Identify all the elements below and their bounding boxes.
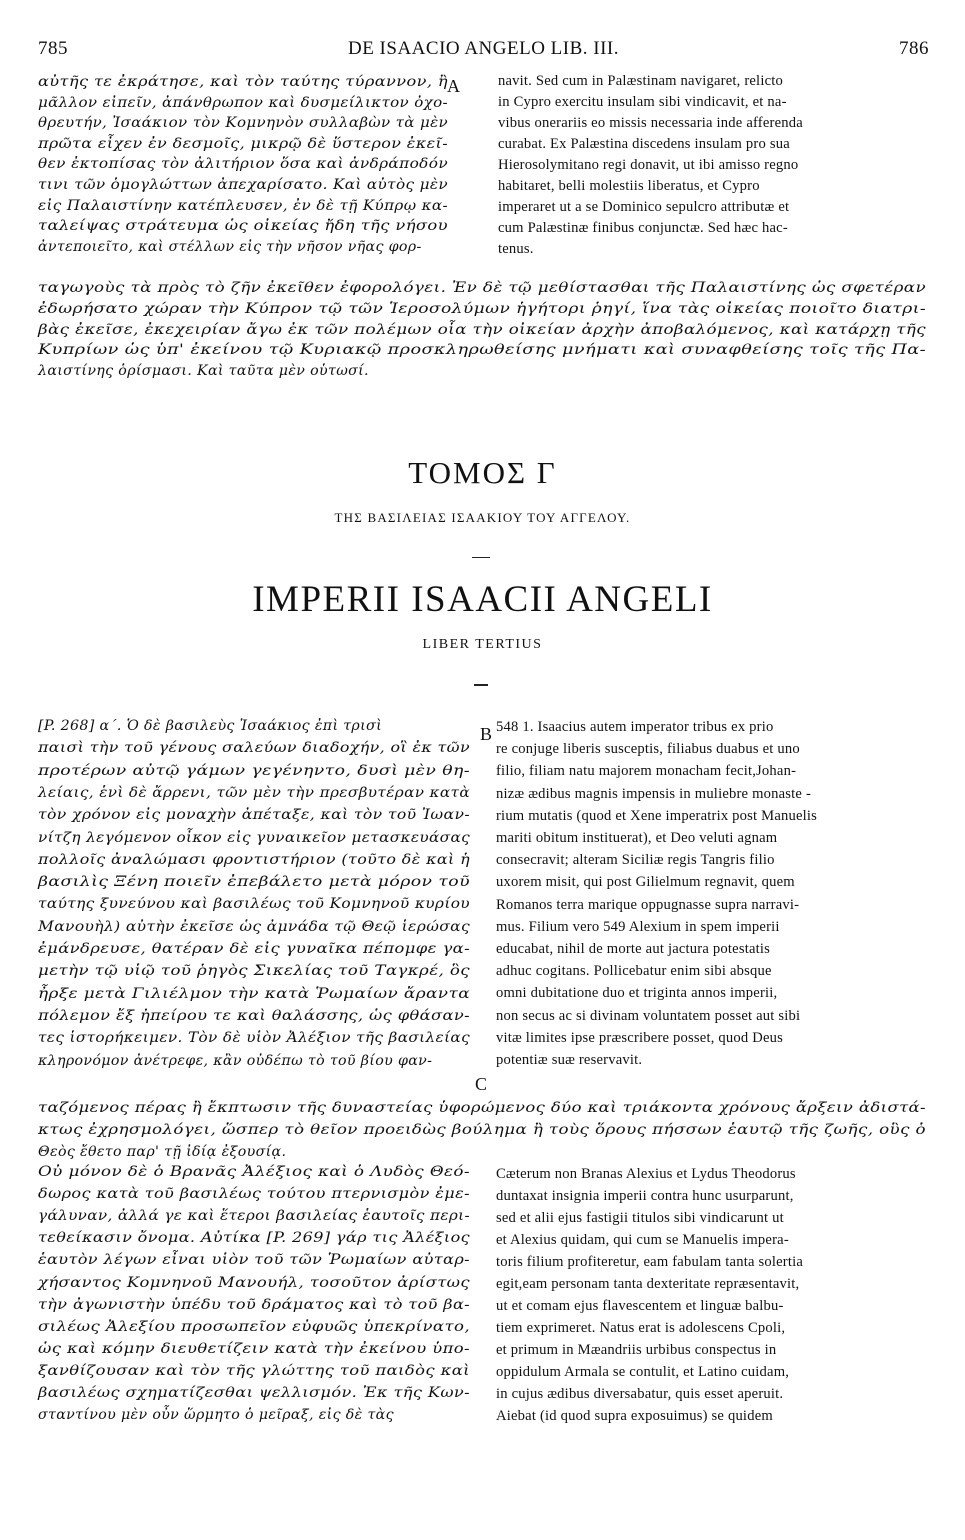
page-number-left: 785 bbox=[38, 38, 68, 59]
text-line: Aiebat (id quod supra exposuimus) se quidem bbox=[496, 1408, 773, 1424]
running-header bbox=[38, 38, 929, 68]
running-title: DE ISAACIO ANGELO LIB. III. bbox=[347, 38, 620, 59]
text-line: τινι τῶν ὁμογλώττων ἀπεχαρίσατο. Καὶ αὐτὸς μὲν bbox=[38, 177, 448, 193]
liber-subtitle: LIBER TERTIUS bbox=[422, 637, 543, 652]
text-line: potentiæ suæ reservavit. bbox=[496, 1052, 643, 1068]
text-line: θεν ἐκτοπίσας τὸν ἀλιτήριον ὅσα καὶ ἀνδράποδόν bbox=[38, 156, 448, 173]
text-line: ταζόμενος πέρας ἢ ἔκπτωσιν τῆς δυναστείας ὑφορώμενος δύο καὶ τριάκοντα χρόνους ἄρξειν ἀδιστά- bbox=[38, 1100, 926, 1116]
text-line: tiem exprimeret. Natus erat is adolescens Cpoli, bbox=[496, 1320, 786, 1336]
text-line: educabat, nihil de morte aut jactura potestatis bbox=[496, 941, 771, 957]
text-line: ταλείψας στράτευμα ὡς οἰκείας ἤδη τῆς νήσου bbox=[38, 218, 449, 235]
text-line: πολλοῖς ἀναλώμασι φροντιστήριον (τοῦτο δὲ καὶ ἡ bbox=[38, 851, 470, 868]
text-line: ἐμάνδρευσε, θατέραν δὲ εἰς γυναῖκα πέπομφε γα- bbox=[38, 941, 471, 957]
text-line: et Alexius quidam, qui cum se Manuelis impera- bbox=[496, 1232, 789, 1248]
text-line: τὸν χρόνον εἰς μοναχὴν ἀπέταξε, καὶ τὸν τοῦ Ἰωαν- bbox=[38, 807, 470, 824]
text-line: πόλεμον ἔξ ἠπείρου τε καὶ θαλάσσης, ὡς φθάσαν- bbox=[38, 1007, 470, 1024]
text-line: εἰς Παλαιστίνην κατέπλευσεν, ἐν δὲ τῇ Κύπρῳ κα- bbox=[38, 197, 449, 214]
text-line: Θεὸς ἔθετο παρ' τῇ ἰδίᾳ ἐξουσίᾳ. bbox=[38, 1144, 287, 1160]
text-line: imperaret ut a se Dominico sepulcro attributæ et bbox=[498, 199, 790, 215]
page-number-right: 786 bbox=[899, 38, 929, 59]
text-line: non secus ac si divinam voluntatem posset aut sibi bbox=[496, 1007, 801, 1024]
text-line: Κυπρίων ὡς ὑπ' ἐκείνου τῷ Κυριακῷ προσκληρωθείσης μνήματι καὶ συναφθείσης τοῖς τῆς Πα- bbox=[38, 342, 926, 359]
text-line: κληρονόμον ἀνέτρεφε, κἂν οὐδέπω τὸ τοῦ βίου φαν- bbox=[38, 1052, 433, 1069]
text-line: παισὶ τὴν τοῦ γένους σαλεύων διαδοχήν, οἳ ἐκ τῶν bbox=[38, 740, 471, 757]
text-line: σταντίνου μὲν οὖν ὥρμητο ὁ μεῖραξ, εἰς δὲ τὰς bbox=[38, 1407, 394, 1424]
text-line: βὰς ἐκεῖσε, ἐκεχειρίαν ἄγω ἐκ τῶν πολέμων οἷα τὴν οἰκείαν ἀρχὴν ἀποβαλόμενος, καὶ κατάρχῃ τῆς bbox=[38, 321, 926, 338]
text-line: μετὴν τῷ υἱῷ τοῦ ῥηγὸς Σικελίας τοῦ Ταγκρέ, ὃς bbox=[38, 963, 470, 980]
text-line: Romanos terra marique oppugnasse supra narravi- bbox=[496, 896, 800, 913]
text-line: habitaret, belli molestiis liberatus, et Cypro bbox=[498, 178, 760, 194]
text-line: προτέρων αὐτῷ γάμων γεγένηντο, δυσὶ μὲν θη- bbox=[38, 762, 470, 779]
text-line: ut et comam ejus flavescentem et linguæ balbu- bbox=[496, 1298, 784, 1314]
text-line: τεθείκασιν ὄνομα. Αὐτίκα [P. 269] γάρ τις Ἀλέξιος bbox=[38, 1230, 470, 1247]
margin-marker-c: C bbox=[475, 1074, 488, 1094]
text-line: ταύτης ξυνεύνου καὶ βασιλέως τοῦ Κομνηνοῦ κυρίου bbox=[38, 896, 470, 913]
greek-subtitle: ΤΗΣ ΒΑΣΙΛΕΙΑΣ ΙΣΑΑΚΙΟΥ ΤΟΥ ΑΓΓΕΛΟΥ. bbox=[334, 510, 631, 525]
text-line: αὐτῆς τε ἐκράτησε, καὶ τὸν ταύτης τύραννον, ἢ bbox=[38, 74, 448, 90]
text-line: ὡς καὶ κόμην διευθετίζειν κατὰ τὴν ἐκείνου ὑπο- bbox=[38, 1340, 471, 1357]
text-line: χήσαντος Κομνηνοῦ Μανουήλ, τοσοῦτον ἀρίστως bbox=[38, 1274, 470, 1291]
text-line: Hierosolymitano regi donavit, ut ibi amisso regno bbox=[498, 157, 799, 173]
text-line: Οὐ μόνον δὲ ὁ Βρανᾶς Ἀλέξιος καὶ ὁ Λυδὸς Θεό- bbox=[38, 1164, 470, 1180]
text-line: toris filium profiteretur, eam fabulam tanta solertia bbox=[496, 1254, 804, 1270]
text-line: filio, filiam natu majorem monacham fecit,Johan- bbox=[496, 763, 797, 780]
section-divider bbox=[474, 684, 488, 686]
text-line: ἐδωρήσατο χώραν τὴν Κύπρον τῷ τῶν Ἱεροσολύμων ἡγήτορι ῥηγί, ἵνα τὰς οἰκείας ποιοῖτο διατρι- bbox=[38, 300, 926, 317]
text-line: tenus. bbox=[498, 241, 534, 257]
text-line: vitæ limites ipse præscribere posset, quod Deus bbox=[496, 1029, 784, 1046]
text-line: Cæterum non Branas Alexius et Lydus Theodorus bbox=[496, 1166, 796, 1182]
text-line: θρευτήν, Ἰσαάκιον τὸν Κομνηνὸν συλλαβὼν τὰ μὲν bbox=[38, 115, 448, 132]
text-line: Μανουὴλ) αὐτὴν ἐκεῖσε ὡς ἀμνάδα τῷ Θεῷ ἱερώσας bbox=[38, 918, 470, 935]
text-line: re conjuge liberis susceptis, filiabus duabus et uno bbox=[496, 741, 800, 758]
text-line: duntaxat insignia imperii contra hunc usurparunt, bbox=[496, 1188, 794, 1204]
text-line: νίτζη λεγόμενον οἶκον εἰς γυναικεῖον μετασκευάσας bbox=[38, 829, 470, 846]
text-line: λαιστίνης ὁρίσμασι. Καὶ ταῦτα μὲν οὑτωσί. bbox=[38, 363, 369, 380]
text-line: egit,eam personam tanta dexteritate repræsentavit, bbox=[496, 1276, 800, 1292]
text-line: μᾶλλον εἰπεῖν, ἀπάνθρωπον καὶ δυσμείλικτον ὀχο- bbox=[38, 94, 448, 111]
text-line: rium mutatis (quod et Xene imperatrix post Manuelis bbox=[496, 807, 818, 824]
text-line: ἀντεποιεῖτο, καὶ στέλλων εἰς τὴν νῆσον νῆας φορ- bbox=[38, 238, 422, 255]
text-line: uxorem misit, qui post Gilielmum regnavit, quem bbox=[496, 874, 795, 891]
text-line: ἦρξε μετὰ Γιλιέλμον τὴν κατὰ Ῥωμαίων ἄραντα bbox=[38, 985, 470, 1002]
text-line: et primum in Mæandriis urbibus conspectus in bbox=[496, 1342, 777, 1358]
text-line: mariti obitum instituerat), et Deo veluti agnam bbox=[496, 830, 778, 846]
text-line: ξανθίζουσαν καὶ τὸν τῆς γλώττης τοῦ παιδὸς καὶ bbox=[38, 1362, 470, 1379]
text-line: τὴν ἀγωνιστὴν ὑπέδυ τοῦ δράματος καὶ τὸ τοῦ βα- bbox=[38, 1296, 470, 1313]
text-line: σιλέως Ἀλεξίου προσωπεῖον εὐφυῶς ὑπεκρίνατο, bbox=[38, 1318, 470, 1335]
text-line: τες ἱστορήκειμεν. Τὸν δὲ υἱὸν Ἀλέξιον τῆς βασιλείας bbox=[38, 1030, 470, 1047]
text-line: ἑαυτὸν λέγων εἶναι υἱὸν τοῦ τῶν Ῥωμαίων αὐταρ- bbox=[38, 1252, 470, 1269]
title-divider bbox=[472, 557, 490, 558]
text-line: κτως ἐχρησμολόγει, ὥσπερ τὸ θεῖον προειδὼς βούλημα ἢ τοὺς ὅρους πήσσων ἑαυτῷ τῆς ζωῆς, οὓς ὁ bbox=[38, 1122, 926, 1138]
text-line: nizæ ædibus magnis impensis in muliebre monaste - bbox=[496, 785, 812, 802]
text-line: oppidulum Armala se contulit, et Latino cuidam, bbox=[496, 1364, 790, 1380]
margin-marker-b: B bbox=[480, 724, 493, 744]
text-line: βασιλέως σχηματίζεσθαι ψελλισμόν. Ἐκ τῆς Κων- bbox=[38, 1385, 470, 1401]
text-line: consecravit; alteram Siciliæ regis Tangris filio bbox=[496, 852, 775, 869]
tomos-heading: ΤΟΜΟΣ Γ bbox=[408, 455, 557, 490]
text-line: curabat. Ex Palæstina discedens insulam pro sua bbox=[498, 136, 790, 152]
latin-title: IMPERII ISAACII ANGELI bbox=[252, 579, 713, 620]
text-line: in cujus ædibus diversabatur, quis esset aperuit. bbox=[496, 1386, 784, 1402]
text-line: mus. Filium vero 549 Alexium in spem imperii bbox=[496, 918, 780, 935]
text-line: πρῶτα εἶχεν ἐν δεσμοῖς, μικρῷ δὲ ὕστερον ἐκεῖ- bbox=[38, 135, 448, 152]
text-line: vibus onerariis eo missis necessaria inde afferenda bbox=[498, 115, 803, 131]
text-line: adhuc cogitans. Pollicebatur enim sibi absque bbox=[496, 963, 772, 980]
text-line: in Cypro exercitu insulam sibi vindicavit, et na- bbox=[498, 94, 787, 110]
text-line: navit. Sed cum in Palæstinam navigaret, relicto bbox=[498, 73, 783, 89]
text-line: [P. 268] α΄. Ὁ δὲ βασιλεὺς Ἰσαάκιος ἐπὶ τρισὶ bbox=[38, 718, 382, 734]
text-line: γάλυναν, ἀλλά γε καὶ ἕτεροι βασιλείας ἑαυτοῖς περι- bbox=[38, 1208, 471, 1225]
text-line: cum Palæstinæ finibus conjunctæ. Sed hæc hac- bbox=[498, 220, 788, 236]
text-line: δωρος κατὰ τοῦ βασιλέως τούτου πτερνισμὸν ἐμε- bbox=[38, 1186, 470, 1203]
margin-marker-a: A bbox=[447, 76, 460, 96]
text-line: βασιλὶς Ξένη ποιεῖν ἐπεβάλετο μετὰ μόρον τοῦ bbox=[38, 874, 470, 891]
text-line: omni dubitatione duo et triginta annos imperii, bbox=[496, 985, 778, 1002]
text-line: ταγωγοὺς τὰ πρὸς τὸ ζῆν ἐκεῖθεν ἐφορολόγει. Ἐν δὲ τῷ μεθίστασθαι τῆς Παλαιστίνης ὡς σφετέραν bbox=[38, 280, 926, 296]
text-line: λείαις, ἑνὶ δὲ ἄρρενι, τῶν μὲν τὴν πρεσβυτέραν κατὰ bbox=[38, 784, 470, 801]
text-line: sed et alii ejus fastigii titulos sibi vindicarunt ut bbox=[496, 1210, 784, 1226]
text-line: 548 1. Isaacius autem imperator tribus ex prio bbox=[496, 719, 774, 735]
